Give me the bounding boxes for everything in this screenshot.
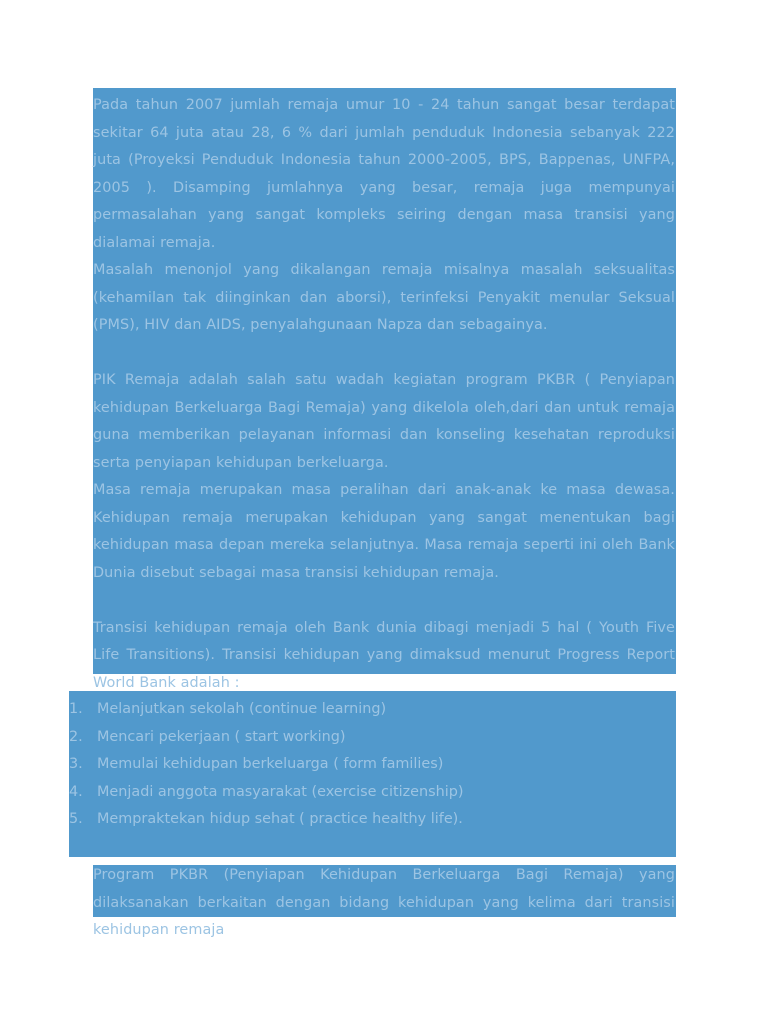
- list-number: 5.: [69, 811, 83, 827]
- list-number: 3.: [69, 756, 83, 772]
- list-number: 4.: [69, 783, 83, 800]
- list-number: 1.: [69, 701, 83, 717]
- list-number: 2.: [69, 728, 83, 745]
- document-body-bottom: [93, 862, 675, 945]
- paragraph: Masa remaja merupakan masa peralihan dari anak-anak ke masa dewasa. Kehidupan remaja merupakan kehidupan yang sangat menentukan bagi kehidupan masa depan mereka selanjutnya. Masa remaja seperti ini oleh Bank Dunia disebut sebagai masa transisi kehidupan remaja.: [93, 482, 675, 581]
- list-item: [69, 724, 464, 752]
- paragraph: PIK Remaja adalah salah satu wadah kegiatan program PKBR ( Penyiapan kehidupan Berkeluarga Bagi Remaja) yang dikelola oleh,dari dan untuk remaja guna memberikan pelayanan informasi dan konseling kesehatan reproduksi serta penyiapan kehidupan berkeluarga.: [93, 372, 675, 471]
- list-item: [69, 806, 464, 834]
- list-text: Memulai kehidupan berkeluarga ( form families): [97, 756, 444, 772]
- paragraph: Masalah menonjol yang dikalangan remaja misalnya masalah seksualitas (kehamilan tak diinginkan dan aborsi), terinfeksi Penyakit menular Seksual (PMS), HIV dan AIDS, penyalahgunaan Napza dan sebagainya.: [93, 262, 675, 333]
- paragraph: Pada tahun 2007 jumlah remaja umur 10 - 24 tahun sangat besar terdapat sekitar 64 juta atau 28, 6 % dari jumlah penduduk Indonesia sebanyak 222 juta (Proyeksi Penduduk Indonesia tahun 2000-2005, BPS, Bappenas, UNFPA, 2005 ). Disamping jumlahnya yang besar, remaja juga mempunyai permasalahan yang sangat kompleks seiring dengan masa transisi yang dialamai remaja.: [93, 97, 675, 251]
- list-text: Mencari pekerjaan ( start working): [97, 728, 346, 745]
- paragraph: Transisi kehidupan remaja oleh Bank dunia dibagi menjadi 5 hal ( Youth Five Life Transitions). Transisi kehidupan yang dimaksud menurut Progress Report World Bank adalah :: [93, 619, 675, 691]
- list-text: Menjadi anggota masyarakat (exercise citizenship): [97, 783, 464, 800]
- list-text: Melanjutkan sekolah (continue learning): [97, 701, 387, 717]
- paragraph: Program PKBR (Penyiapan Kehidupan Berkeluarga Bagi Remaja) yang dilaksanakan berkaitan dengan bidang kehidupan yang kelima dari transisi kehidupan remaja: [93, 867, 675, 938]
- list-item: [69, 751, 464, 779]
- list-text: Mempraktekan hidup sehat ( practice healthy life).: [97, 811, 463, 827]
- list-item: [69, 779, 464, 807]
- transitions-list: [69, 696, 464, 834]
- document-body-top: [93, 92, 675, 697]
- list-item: [69, 696, 464, 724]
